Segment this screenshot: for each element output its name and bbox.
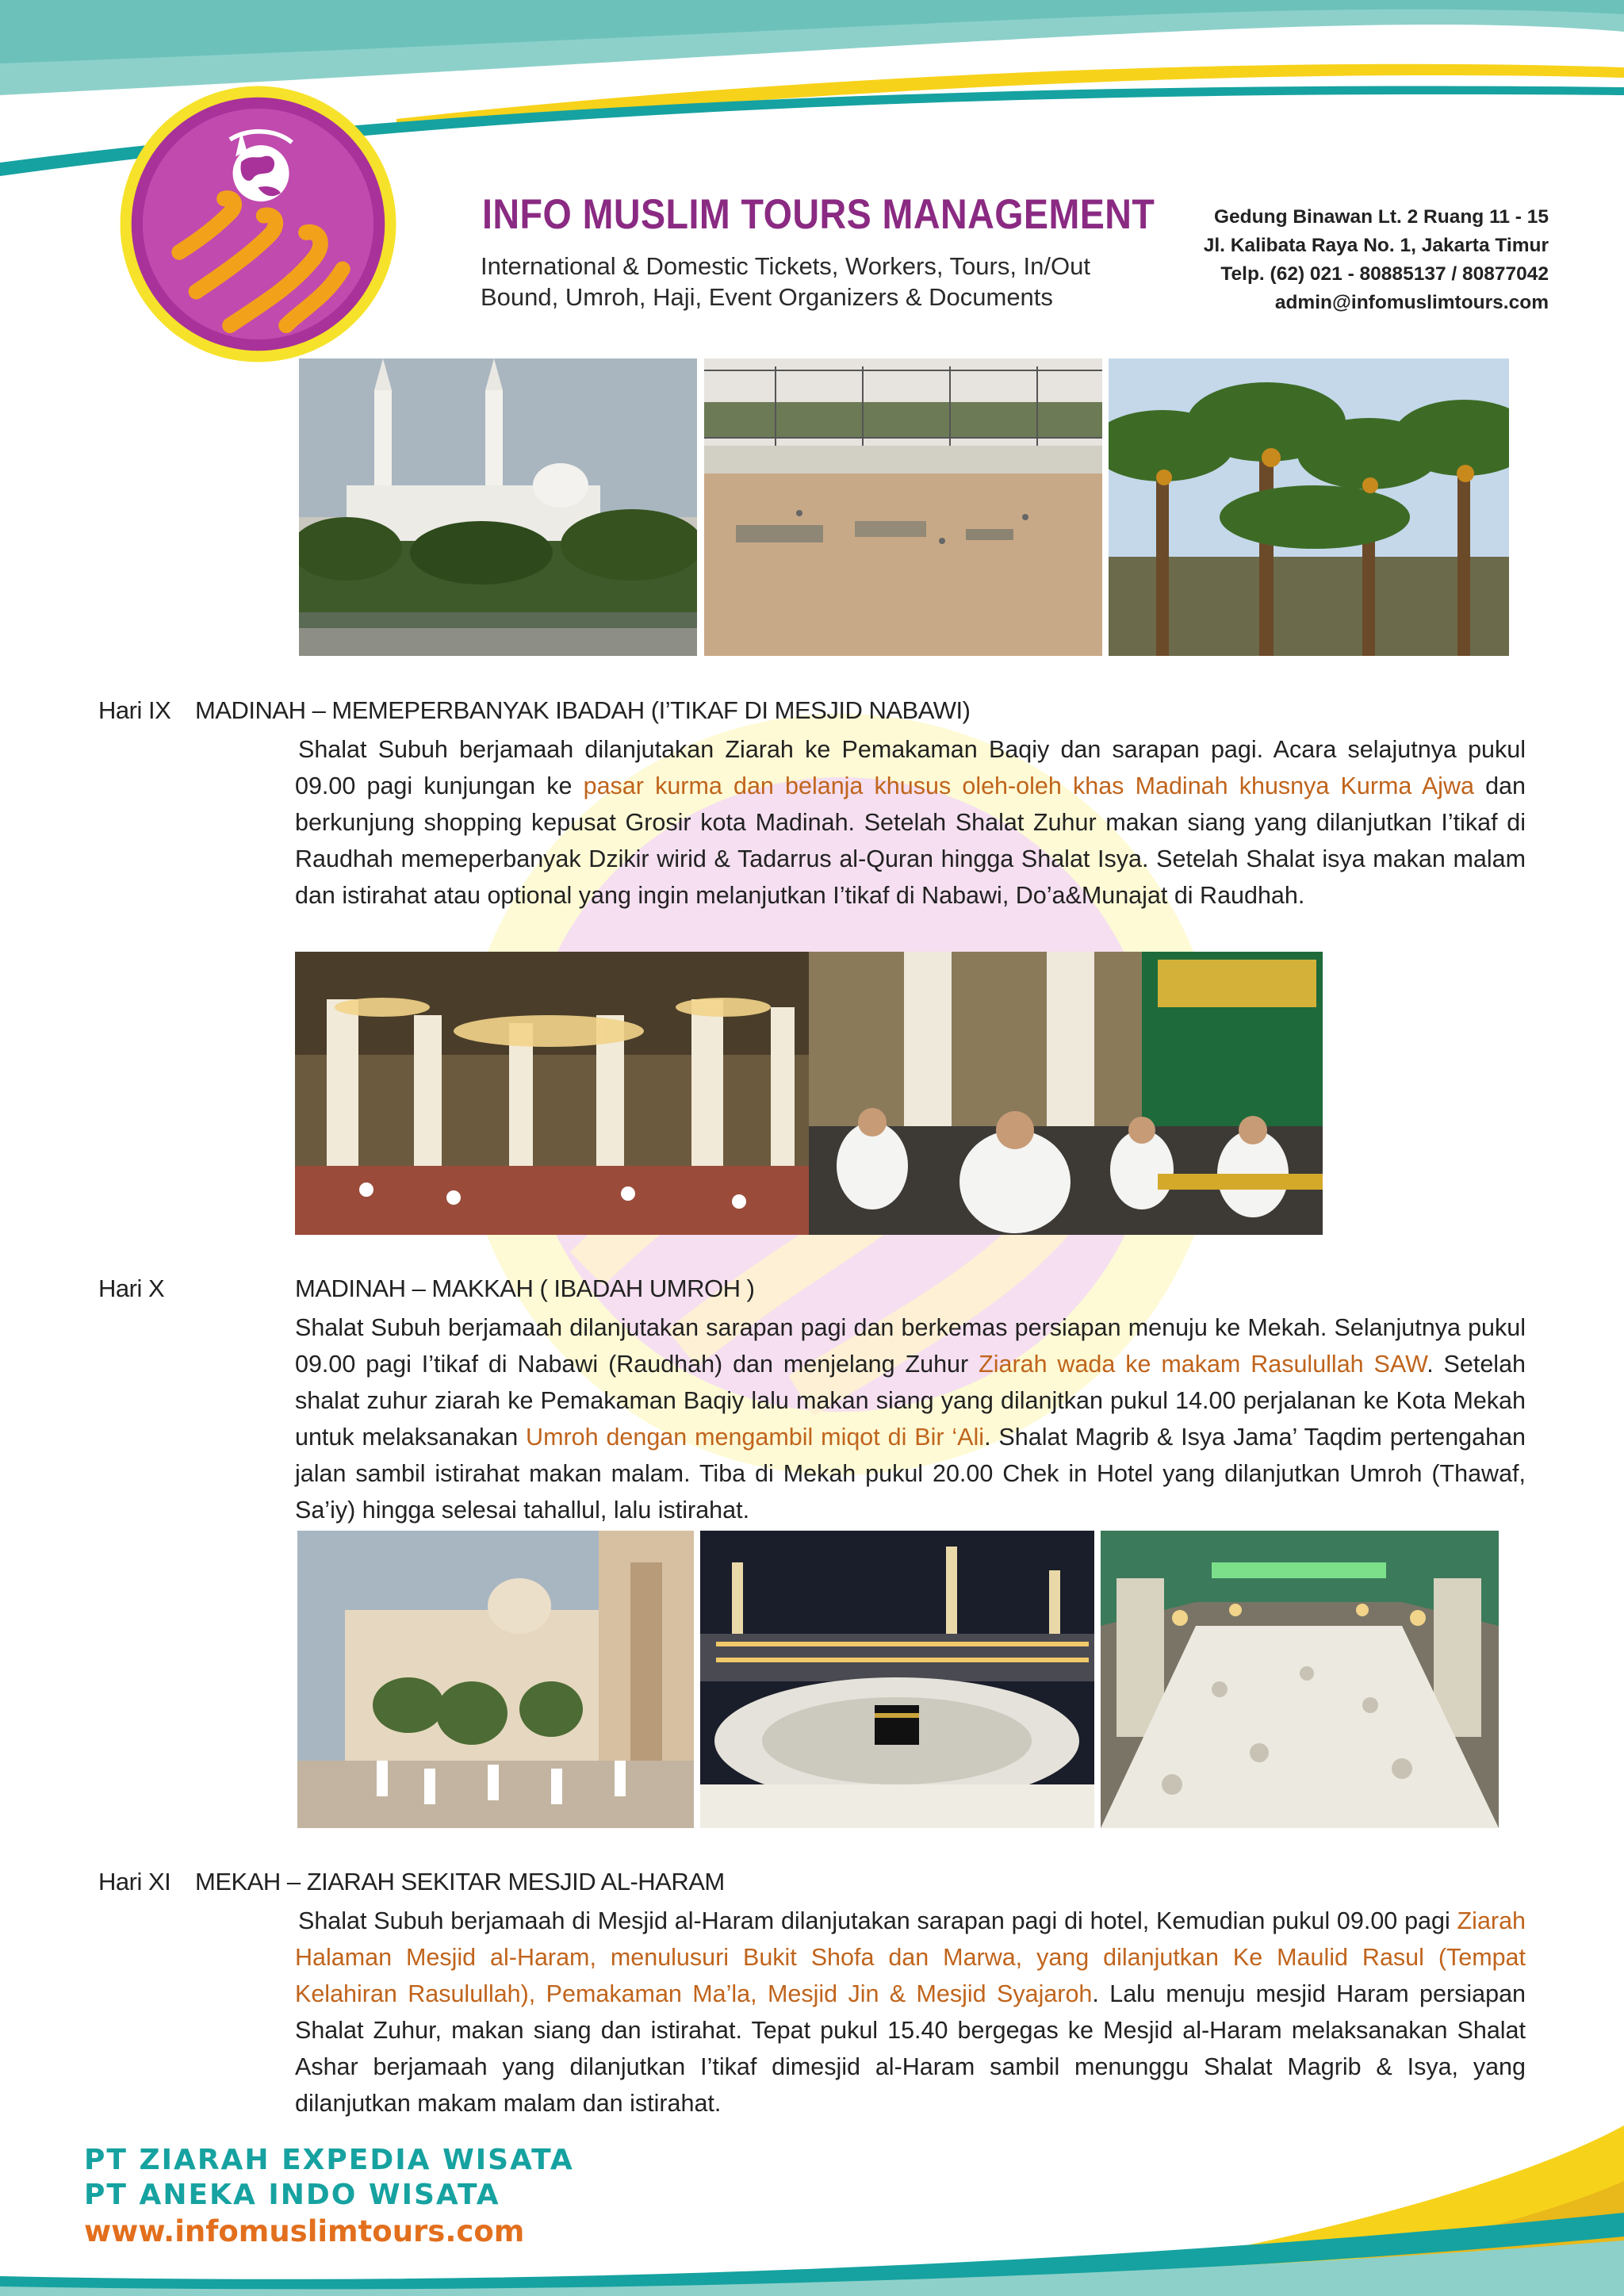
photo-raudhah-pilgrims (809, 952, 1323, 1235)
day-9-title: MADINAH – MEMEPERBANYAK IBADAH (I’TIKAF DI MESJID NABAWI) (195, 696, 971, 724)
day-10-highlight-1: Ziarah wada ke makam Rasulullah SAW (979, 1351, 1427, 1378)
day-10-description (295, 1309, 1526, 1528)
footer-company-1: PT ZIARAH EXPEDIA WISATA (84, 2144, 574, 2176)
day-11-highlight: Ziarah Halaman Mesjid al-Haram, menulusuri Bukit Shofa dan Marwa, yang dilanjutkan Ke Maulid Rasul (Tempat Kelahiran Rasulullah), Pemakaman Ma’la, Mesjid Jin & Mesjid Syajaroh (295, 1907, 1526, 2007)
photo-masjid-haram-crowd (1101, 1531, 1499, 1828)
day-10-text: Shalat Subuh berjamaah dilanjutakan sarapan pagi dan berkemas persiapan menuju ke Mekah. Selanjutnya pukul 09.00 pagi I’tikaf di Nabawi (Raudhah) dan menjelang Zuhur (295, 1314, 1526, 1378)
tagline-line-2: Bound, Umroh, Haji, Event Organizers & Documents (481, 283, 1053, 311)
day-10-highlight-2: Umroh dengan mengambil miqot di Bir ‘Ali (526, 1424, 985, 1451)
day-11-text: Shalat Subuh berjamaah di Mesjid al-Haram dilanjutakan sarapan pagi di hotel, Kemudian pukul 09.00 pagi (298, 1907, 1457, 1934)
day-10-title: MADINAH – MAKKAH ( IBADAH UMROH ) (295, 1274, 755, 1302)
photo-date-palms (1109, 358, 1509, 656)
photo-baqi-cemetery (704, 358, 1102, 656)
day-11-title: MEKAH – ZIARAH SEKITAR MESJID AL-HARAM (195, 1868, 725, 1895)
photo-nabawi-interior (295, 952, 809, 1235)
day-9-highlight: pasar kurma dan belanja khusus oleh-oleh khas Madinah khusnya Kurma Ajwa (583, 772, 1474, 799)
day-10-text-end: . Shalat Magrib & Isya Jama’ Taqdim pertengahan jalan sambil istirahat makan malam. Tiba di Mekah pukul 20.00 Chek in Hotel yang dilanjutkan Umroh (Thawaf, Sa’iy) hingga selesai tahallul, lalu istirahat. (295, 1424, 1526, 1524)
day-11-label: Hari XI (98, 1868, 171, 1895)
address-line-1: Gedung Binawan Lt. 2 Ruang 11 - 15 (1213, 206, 1549, 228)
photo-kaaba-night (700, 1531, 1094, 1828)
tagline-line-1: International & Domestic Tickets, Workers, Tours, In/Out (481, 252, 1090, 280)
day-10-text-cont: . Setelah shalat zuhur ziarah ke Pemakaman Baqiy lalu makan siang yang dilanjtkan pukul 14.00 perjalanan ke Kota Mekah untuk melaksanakan (295, 1351, 1526, 1451)
day-9-description (295, 731, 1526, 914)
day-9-text-cont: dan berkunjung shopping kepusat Grosir kota Madinah. Setelah Shalat Zuhur makan siang yang dilanjutkan I’tikaf di Raudhah memeperbanyak Dzikir wirid & Tadarrus al-Quran hingga Shalat Isya. Setelah Shalat isya makan malam dan istirahat atau optional yang ingin melanjutkan I’tikaf di Nabawi, Do’a&Munajat di Raudhah. (295, 772, 1526, 909)
footer-website-link[interactable]: www.infomuslimtours.com (84, 2214, 525, 2248)
day-11-description (295, 1903, 1526, 2122)
photo-qiblatain-mosque (299, 358, 697, 656)
address-line-2: Jl. Kalibata Raya No. 1, Jakarta Timur (1203, 235, 1549, 256)
company-name: INFO MUSLIM TOURS MANAGEMENT (482, 191, 1155, 238)
photo-bir-ali-mosque (297, 1531, 694, 1828)
company-logo (117, 83, 399, 365)
footer-company-2: PT ANEKA INDO WISATA (84, 2179, 500, 2211)
day-10-label: Hari X (98, 1274, 165, 1302)
email-address: admin@infomuslimtours.com (1274, 292, 1549, 313)
day-9-text: Shalat Subuh berjamaah dilanjutakan Ziarah ke Pemakaman Baqiy dan sarapan pagi. Acara selajutnya pukul 09.00 pagi kunjungan ke (295, 736, 1526, 799)
phone-number: Telp. (62) 021 - 80885137 / 80877042 (1220, 263, 1549, 285)
day-11-text-cont: . Lalu menuju mesjid Haram persiapan Shalat Zuhur, makan siang dan istirahat. Tepat pukul 15.40 bergegas ke Mesjid al-Haram melaksanakan Shalat Ashar berjamaah yang dilanjutkan I’tikaf dimesjid al-Haram sambil menunggu Shalat Magrib & Isya, yang dilanjutkan makam malam dan istirahat. (295, 1980, 1526, 2117)
day-9-label: Hari IX (98, 696, 171, 724)
